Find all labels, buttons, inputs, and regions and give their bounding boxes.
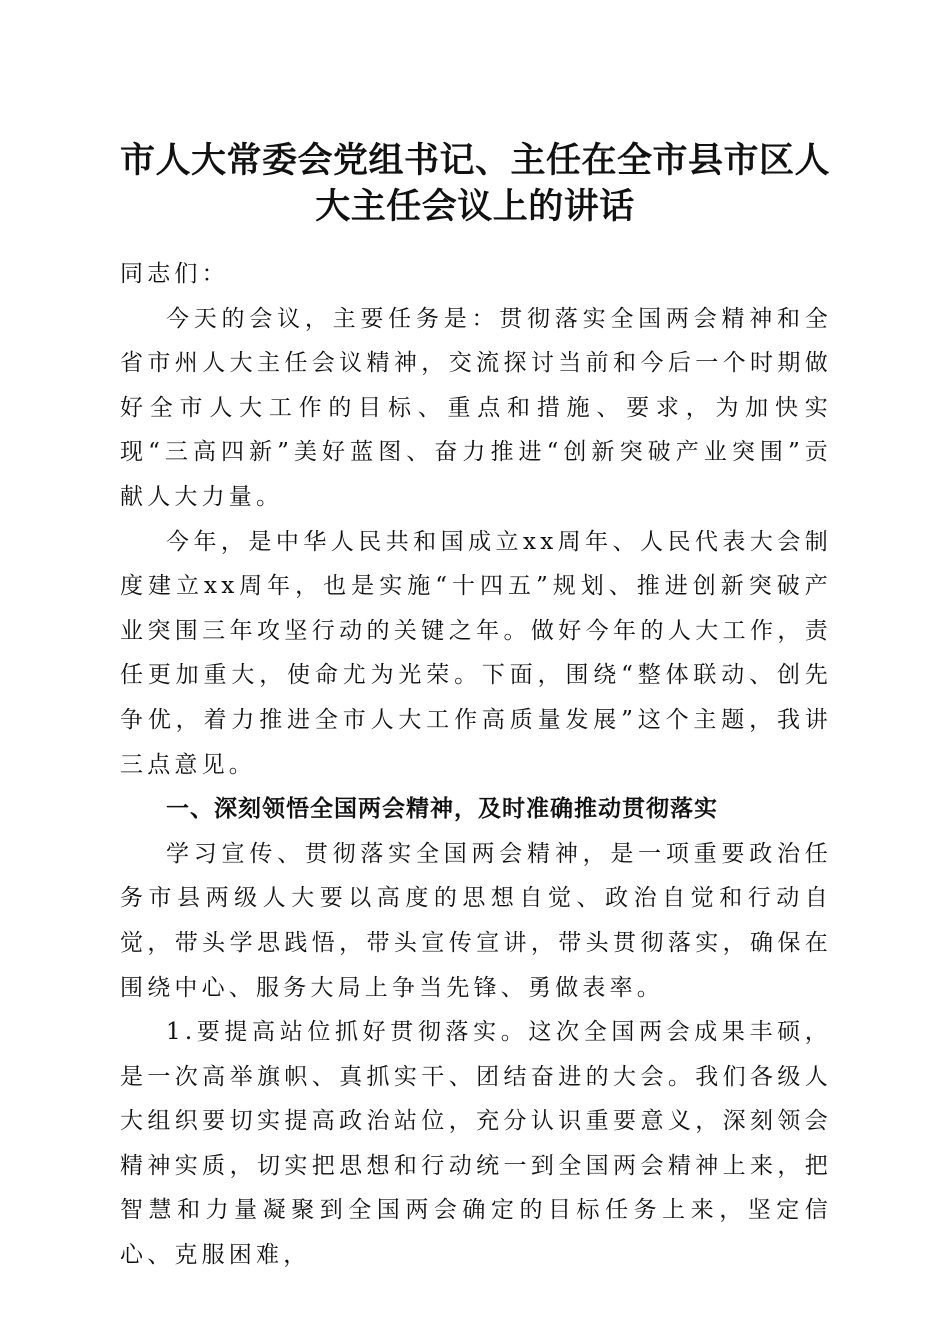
document-title (100, 138, 850, 230)
title-line-2: 大主任会议上的讲话 (315, 186, 635, 227)
title-line-1: 市人大常委会党组书记、主任在全市县市区人 (119, 140, 830, 181)
paragraph-context: 今年，是中华人民共和国成立xx周年、人民代表大会制度建立xx周年，也是实施“十四五”规划、推进创新突破产业突围三年攻坚行动的关键之年。做好今年的人大工作，责任更加重大，使命尤为光荣。下面，围绕“整体联动、创先争优，着力推进全市人大工作高质量发展”这个主题，我讲三点意见。 (120, 528, 832, 778)
section1-point-1: 1.要提高站位抓好贯彻落实。这次全国两会成果丰硕，是一次高举旗帜、真抓实干、团结奋进的大会。我们各级人大组织要切实提高政治站位，充分认识重要意义，深刻领会精神实质，切实把思想和行动统一到全国两会精神上来，把智慧和力量凝聚到全国两会确定的目标任务上来，坚定信心、克服困难， (120, 1019, 832, 1269)
section-heading-1: 一、深刻领悟全国两会精神，及时准确推动贯彻落实 (166, 796, 718, 823)
paragraph-intro: 今天的会议，主要任务是：贯彻落实全国两会精神和全省市州人大主任会议精神，交流探讨当前和今后一个时期做好全市人大工作的目标、重点和措施、要求，为加快实现“三高四新”美好蓝图、奋力推进“创新突破产业突围”贡献人大力量。 (120, 305, 832, 510)
salutation: 同志们： (120, 261, 229, 287)
section1-paragraph: 学习宣传、贯彻落实全国两会精神，是一项重要政治任务市县两级人大要以高度的思想自觉、政治自觉和行动自觉，带头学思践悟，带头宣传宣讲，带头贯彻落实，确保在围绕中心、服务大局上争当先锋、勇做表率。 (120, 840, 832, 1001)
document-body (120, 252, 832, 1278)
